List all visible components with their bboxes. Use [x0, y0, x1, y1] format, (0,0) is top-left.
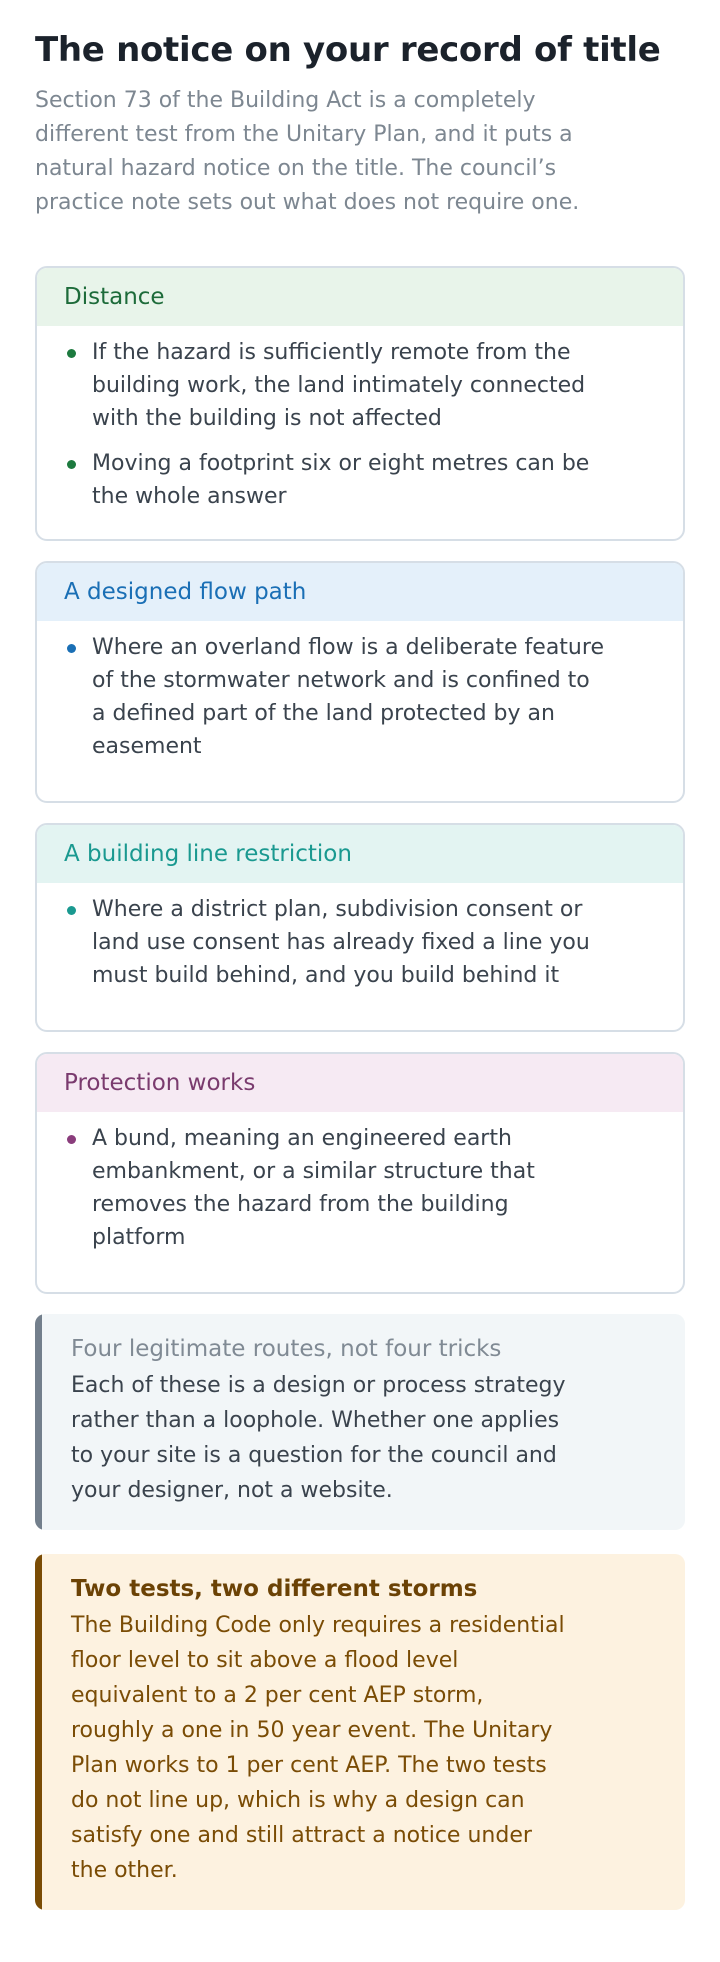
- card-title: A designed flow path: [37, 563, 683, 621]
- card-building-line-restriction: [35, 823, 685, 1032]
- list-item: [64, 336, 604, 435]
- callout-title: Four legitimate routes, not four tricks: [71, 1336, 502, 1362]
- list-item-text: Moving a footprint six or eight metres can be the whole answer: [92, 451, 590, 509]
- list-item: [64, 631, 604, 763]
- card-protection-works: [35, 1052, 685, 1294]
- card-distance: [35, 266, 685, 541]
- callout-body: The Building Code only requires a residential floor level to sit above a flood level equivalent to a 2 per cent AEP storm, roughly a one in 50 year event. The Unitary Plan works to 1 per cent AEP. The two tests do not line up, which is why a design can satisfy one and still attract a notice under the other.: [71, 1613, 565, 1883]
- bullet-icon: [67, 644, 76, 653]
- bullet-icon: [67, 906, 76, 915]
- bullet-icon: [67, 1135, 76, 1144]
- card-designed-flow-path: [35, 561, 685, 803]
- callout-body: Each of these is a design or process strategy rather than a loophole. Whether one applies to your site is a question for the council and your designer, not a website.: [71, 1373, 566, 1503]
- list-item-text: Where a district plan, subdivision consent or land use consent has already fixed a line you must build behind, and you build behind it: [92, 897, 590, 988]
- list-item: [64, 447, 604, 513]
- card-title: Protection works: [37, 1054, 683, 1112]
- bullet-icon: [67, 460, 76, 469]
- list-item: [64, 1122, 604, 1254]
- intro-paragraph: Section 73 of the Building Act is a completely different test from the Unitary Plan, and it puts a natural hazard notice on the title. The council’s practice note sets out what does not require one.: [35, 88, 580, 215]
- list-item-text: A bund, meaning an engineered earth embankment, or a similar structure that removes the hazard from the building platform: [92, 1126, 535, 1250]
- callout-accent-bar: [35, 1554, 42, 1910]
- callout-title: Two tests, two different storms: [71, 1576, 478, 1602]
- list-item-text: If the hazard is sufficiently remote from the building work, the land intimately connected with the building is not affected: [92, 340, 586, 431]
- page-title: The notice on your record of title: [35, 30, 661, 70]
- callout-accent-bar: [35, 1314, 42, 1530]
- list-item: [64, 893, 604, 992]
- bullet-icon: [67, 349, 76, 358]
- list-item-text: Where an overland flow is a deliberate feature of the stormwater network and is confined to a defined part of the land protected by an easement: [92, 635, 604, 759]
- card-title: Distance: [37, 268, 683, 326]
- card-title: A building line restriction: [37, 825, 683, 883]
- routes-callout: [35, 1314, 685, 1530]
- storms-callout: [35, 1554, 685, 1910]
